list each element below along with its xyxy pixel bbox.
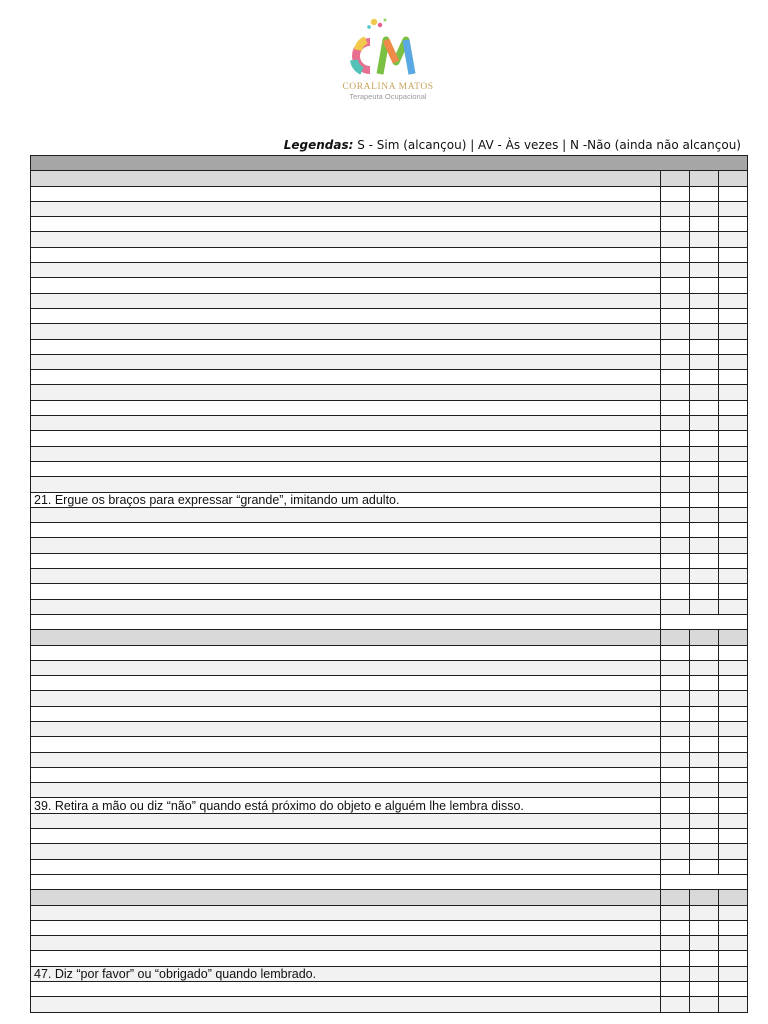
answer-cell-av[interactable] — [690, 599, 719, 614]
item-text — [31, 920, 661, 935]
answer-cell-n[interactable] — [719, 829, 748, 844]
answer-cell-s — [661, 890, 690, 905]
answer-cell-n[interactable] — [719, 905, 748, 920]
answer-cell-av[interactable] — [690, 829, 719, 844]
answer-cell-n[interactable] — [719, 324, 748, 339]
item-text — [31, 477, 661, 492]
checklist-row — [31, 737, 748, 752]
checklist-row — [31, 844, 748, 859]
answer-cell-av[interactable] — [690, 217, 719, 232]
checklist-row — [31, 247, 748, 262]
answer-cell-n[interactable] — [719, 920, 748, 935]
answer-cell-av[interactable] — [690, 370, 719, 385]
answer-cell-n[interactable] — [719, 966, 748, 981]
answer-cell-n[interactable] — [719, 308, 748, 323]
checklist-row — [31, 217, 748, 232]
answer-cell-n[interactable] — [719, 217, 748, 232]
item-text — [31, 905, 661, 920]
checklist-row — [31, 370, 748, 385]
item-text — [31, 599, 661, 614]
answer-cell-s[interactable] — [661, 844, 690, 859]
checklist-row — [31, 599, 748, 614]
answer-cell-n[interactable] — [719, 982, 748, 997]
answer-cell-s[interactable] — [661, 829, 690, 844]
answer-cell-s[interactable] — [661, 431, 690, 446]
answer-cell-n[interactable] — [719, 599, 748, 614]
answer-cell-s[interactable] — [661, 783, 690, 798]
answer-cell-av[interactable] — [690, 737, 719, 752]
answer-cell-av — [690, 630, 719, 645]
answer-cell-av[interactable] — [690, 798, 719, 813]
section-band-cell — [31, 156, 748, 171]
answer-cell-s[interactable] — [661, 416, 690, 431]
answer-cell-n[interactable] — [719, 798, 748, 813]
item-text — [31, 813, 661, 828]
item-text — [31, 201, 661, 216]
checklist-row — [31, 798, 748, 813]
answer-cell-n[interactable] — [719, 431, 748, 446]
item-text — [31, 416, 661, 431]
answer-cell-n[interactable] — [719, 737, 748, 752]
answer-cell-av[interactable] — [690, 813, 719, 828]
item-text — [31, 936, 661, 951]
answer-cell-n[interactable] — [719, 247, 748, 262]
answer-cell-n[interactable] — [719, 859, 748, 874]
answer-cell-av[interactable] — [690, 446, 719, 461]
checklist-row — [31, 951, 748, 966]
answer-cell-n[interactable] — [719, 660, 748, 675]
answer-cell-av[interactable] — [690, 308, 719, 323]
checklist-row — [31, 569, 748, 584]
checklist-row — [31, 431, 748, 446]
answer-cell-s[interactable] — [661, 385, 690, 400]
item-text — [31, 232, 661, 247]
answer-cell-n[interactable] — [719, 569, 748, 584]
item-text — [31, 997, 661, 1012]
checklist-row — [31, 201, 748, 216]
answer-cell-av[interactable] — [690, 201, 719, 216]
answer-cell-s[interactable] — [661, 247, 690, 262]
answer-cell-av[interactable] — [690, 997, 719, 1012]
answer-cell-s[interactable] — [661, 676, 690, 691]
answer-cell-av — [690, 890, 719, 905]
checklist-row — [31, 982, 748, 997]
answer-cell-av[interactable] — [690, 982, 719, 997]
checklist-row — [31, 997, 748, 1012]
item-text — [31, 584, 661, 599]
answer-cell-s[interactable] — [661, 354, 690, 369]
checklist-row — [31, 966, 748, 981]
section-band — [31, 156, 748, 171]
checklist-row — [31, 278, 748, 293]
section-spacer-row — [31, 614, 748, 629]
checklist-row — [31, 324, 748, 339]
checklist-row — [31, 400, 748, 415]
item-text — [31, 171, 661, 186]
answer-cell-n[interactable] — [719, 553, 748, 568]
item-text — [31, 278, 661, 293]
answer-cell-av[interactable] — [690, 859, 719, 874]
answer-cell-n — [719, 630, 748, 645]
answer-cell-s[interactable] — [661, 507, 690, 522]
answer-cell-s[interactable] — [661, 400, 690, 415]
answer-cell-s[interactable] — [661, 859, 690, 874]
answer-cell-av[interactable] — [690, 293, 719, 308]
answer-cell-s[interactable] — [661, 645, 690, 660]
checklist-row — [31, 905, 748, 920]
answer-cell-av[interactable] — [690, 431, 719, 446]
answer-cell-s — [661, 630, 690, 645]
item-text: 21. Ergue os braços para expressar “grande”, imitando um adulto. — [31, 492, 661, 507]
answer-cell-s[interactable] — [661, 523, 690, 538]
answer-cell-s[interactable] — [661, 798, 690, 813]
answer-cell-av[interactable] — [690, 278, 719, 293]
checklist-row — [31, 446, 748, 461]
item-text — [31, 400, 661, 415]
spacer-cell — [661, 614, 748, 629]
answer-cell-n[interactable] — [719, 691, 748, 706]
item-text — [31, 186, 661, 201]
answer-cell-n[interactable] — [719, 201, 748, 216]
checklist-row — [31, 645, 748, 660]
item-text — [31, 645, 661, 660]
answer-cell-av[interactable] — [690, 339, 719, 354]
answer-cell-s[interactable] — [661, 370, 690, 385]
answer-cell-n[interactable] — [719, 446, 748, 461]
answer-cell-n[interactable] — [719, 461, 748, 476]
answer-cell-n[interactable] — [719, 951, 748, 966]
answer-cell-av[interactable] — [690, 186, 719, 201]
svg-text:CM: CM — [336, 3, 361, 20]
checklist-row — [31, 416, 748, 431]
item-text — [31, 354, 661, 369]
item-text — [31, 569, 661, 584]
section-header-row — [31, 171, 748, 186]
item-text — [31, 752, 661, 767]
item-text — [31, 660, 661, 675]
answer-cell-n[interactable] — [719, 767, 748, 782]
item-text — [31, 553, 661, 568]
answer-cell-n[interactable] — [719, 584, 748, 599]
answer-cell-s[interactable] — [661, 920, 690, 935]
checklist-row — [31, 920, 748, 935]
answer-cell-n[interactable] — [719, 370, 748, 385]
answer-cell-n[interactable] — [719, 844, 748, 859]
checklist-row — [31, 538, 748, 553]
item-text — [31, 890, 661, 905]
checklist-row — [31, 767, 748, 782]
answer-cell-av[interactable] — [690, 936, 719, 951]
checklist-row — [31, 829, 748, 844]
checklist-row — [31, 584, 748, 599]
answer-cell-s[interactable] — [661, 660, 690, 675]
answer-cell-av[interactable] — [690, 477, 719, 492]
answer-cell-av[interactable] — [690, 691, 719, 706]
item-text — [31, 676, 661, 691]
answer-cell-n[interactable] — [719, 186, 748, 201]
item-text — [31, 737, 661, 752]
answer-cell-av[interactable] — [690, 492, 719, 507]
answer-cell-s[interactable] — [661, 492, 690, 507]
brand-subtitle: Terapeuta Ocupacional — [349, 92, 427, 101]
answer-cell-av[interactable] — [690, 553, 719, 568]
checklist-row — [31, 293, 748, 308]
answer-cell-n[interactable] — [719, 385, 748, 400]
spacer-cell — [661, 874, 748, 889]
checklist-table — [30, 155, 748, 1013]
checklist-row — [31, 507, 748, 522]
answer-cell-s[interactable] — [661, 201, 690, 216]
answer-cell-n[interactable] — [719, 813, 748, 828]
answer-cell-av[interactable] — [690, 752, 719, 767]
checklist-row — [31, 706, 748, 721]
answer-cell-av[interactable] — [690, 706, 719, 721]
answer-cell-s[interactable] — [661, 553, 690, 568]
answer-cell-n[interactable] — [719, 293, 748, 308]
answer-cell-av[interactable] — [690, 844, 719, 859]
answer-cell-n[interactable] — [719, 354, 748, 369]
checklist-row — [31, 553, 748, 568]
answer-cell-s[interactable] — [661, 982, 690, 997]
answer-cell-s[interactable] — [661, 217, 690, 232]
item-text — [31, 308, 661, 323]
answer-cell-av[interactable] — [690, 400, 719, 415]
answer-cell-av[interactable] — [690, 263, 719, 278]
answer-cell-s[interactable] — [661, 461, 690, 476]
checklist-row — [31, 461, 748, 476]
answer-cell-n[interactable] — [719, 752, 748, 767]
item-text — [31, 706, 661, 721]
answer-cell-n[interactable] — [719, 783, 748, 798]
checklist-row — [31, 813, 748, 828]
item-text — [31, 982, 661, 997]
item-text: 39. Retira a mão ou diz “não” quando está próximo do objeto e alguém lhe lembra disso. — [31, 798, 661, 813]
answer-cell-s[interactable] — [661, 813, 690, 828]
answer-cell-av[interactable] — [690, 523, 719, 538]
item-text — [31, 767, 661, 782]
answer-cell-n[interactable] — [719, 232, 748, 247]
legend-text: S - Sim (alcançou) | AV - Às vezes | N -Não (ainda não alcançou) — [353, 138, 741, 152]
answer-cell-n[interactable] — [719, 997, 748, 1012]
checklist-row — [31, 936, 748, 951]
answer-cell-s[interactable] — [661, 936, 690, 951]
spacer-cell — [31, 614, 661, 629]
section-header-row — [31, 630, 748, 645]
answer-cell-n — [719, 171, 748, 186]
answer-cell-av[interactable] — [690, 416, 719, 431]
answer-cell-n[interactable] — [719, 263, 748, 278]
answer-cell-s[interactable] — [661, 966, 690, 981]
answer-cell-av[interactable] — [690, 676, 719, 691]
checklist-row — [31, 354, 748, 369]
answer-cell-av — [690, 171, 719, 186]
cm-monogram-logo — [336, 3, 440, 82]
item-text — [31, 538, 661, 553]
checklist-row — [31, 308, 748, 323]
legend — [284, 138, 741, 152]
item-text — [31, 263, 661, 278]
answer-cell-s[interactable] — [661, 232, 690, 247]
answer-cell-s[interactable] — [661, 997, 690, 1012]
answer-cell-av[interactable] — [690, 645, 719, 660]
answer-cell-n[interactable] — [719, 507, 748, 522]
item-text — [31, 507, 661, 522]
answer-cell-n[interactable] — [719, 416, 748, 431]
answer-cell-n[interactable] — [719, 936, 748, 951]
answer-cell-av[interactable] — [690, 507, 719, 522]
answer-cell-s[interactable] — [661, 706, 690, 721]
answer-cell-av[interactable] — [690, 232, 719, 247]
answer-cell-s[interactable] — [661, 691, 690, 706]
answer-cell-av[interactable] — [690, 461, 719, 476]
item-text — [31, 829, 661, 844]
answer-cell-s[interactable] — [661, 905, 690, 920]
checklist-row — [31, 523, 748, 538]
answer-cell-n[interactable] — [719, 706, 748, 721]
answer-cell-av[interactable] — [690, 920, 719, 935]
answer-cell-av[interactable] — [690, 767, 719, 782]
answer-cell-s[interactable] — [661, 186, 690, 201]
item-text — [31, 691, 661, 706]
checklist-row — [31, 691, 748, 706]
answer-cell-s — [661, 171, 690, 186]
item-text — [31, 385, 661, 400]
brand-name: CORALINA MATOS — [342, 82, 434, 92]
spacer-cell — [31, 874, 661, 889]
item-text — [31, 523, 661, 538]
item-text — [31, 324, 661, 339]
answer-cell-s[interactable] — [661, 599, 690, 614]
item-text — [31, 721, 661, 736]
item-text: 47. Diz “por favor” ou “obrigado” quando lembrado. — [31, 966, 661, 981]
answer-cell-n[interactable] — [719, 538, 748, 553]
checklist-row — [31, 232, 748, 247]
item-text — [31, 783, 661, 798]
checklist-row — [31, 492, 748, 507]
checklist-row — [31, 752, 748, 767]
answer-cell-s[interactable] — [661, 752, 690, 767]
answer-cell-av[interactable] — [690, 783, 719, 798]
answer-cell-n[interactable] — [719, 477, 748, 492]
answer-cell-s[interactable] — [661, 308, 690, 323]
answer-cell-s[interactable] — [661, 293, 690, 308]
answer-cell-s[interactable] — [661, 446, 690, 461]
answer-cell-s[interactable] — [661, 737, 690, 752]
answer-cell-av[interactable] — [690, 660, 719, 675]
answer-cell-n[interactable] — [719, 400, 748, 415]
answer-cell-s[interactable] — [661, 951, 690, 966]
answer-cell-av[interactable] — [690, 354, 719, 369]
answer-cell-n[interactable] — [719, 676, 748, 691]
answer-cell-s[interactable] — [661, 324, 690, 339]
item-text — [31, 247, 661, 262]
item-text — [31, 844, 661, 859]
checklist-row — [31, 721, 748, 736]
answer-cell-s[interactable] — [661, 278, 690, 293]
answer-cell-n[interactable] — [719, 492, 748, 507]
checklist-row — [31, 660, 748, 675]
section-spacer-row — [31, 874, 748, 889]
answer-cell-av[interactable] — [690, 324, 719, 339]
answer-cell-av[interactable] — [690, 569, 719, 584]
checklist-row — [31, 385, 748, 400]
checklist-row — [31, 783, 748, 798]
item-text — [31, 217, 661, 232]
answer-cell-s[interactable] — [661, 767, 690, 782]
legend-label: Legendas: — [283, 138, 354, 152]
checklist-row — [31, 263, 748, 278]
item-text — [31, 431, 661, 446]
item-text — [31, 293, 661, 308]
item-text — [31, 370, 661, 385]
checklist-row — [31, 859, 748, 874]
section-header-row — [31, 890, 748, 905]
answer-cell-av[interactable] — [690, 905, 719, 920]
answer-cell-av[interactable] — [690, 385, 719, 400]
checklist-row — [31, 477, 748, 492]
answer-cell-n[interactable] — [719, 339, 748, 354]
item-text — [31, 951, 661, 966]
answer-cell-s[interactable] — [661, 721, 690, 736]
checklist-row — [31, 186, 748, 201]
item-text — [31, 461, 661, 476]
answer-cell-av[interactable] — [690, 584, 719, 599]
item-text — [31, 859, 661, 874]
answer-cell-n[interactable] — [719, 523, 748, 538]
answer-cell-s[interactable] — [661, 477, 690, 492]
answer-cell-av[interactable] — [690, 538, 719, 553]
answer-cell-av[interactable] — [690, 951, 719, 966]
item-text — [31, 630, 661, 645]
item-text — [31, 339, 661, 354]
answer-cell-n[interactable] — [719, 721, 748, 736]
answer-cell-av[interactable] — [690, 247, 719, 262]
answer-cell-av[interactable] — [690, 966, 719, 981]
checklist-row — [31, 339, 748, 354]
answer-cell-n[interactable] — [719, 645, 748, 660]
answer-cell-n[interactable] — [719, 278, 748, 293]
checklist-row — [31, 676, 748, 691]
answer-cell-s[interactable] — [661, 569, 690, 584]
answer-cell-n — [719, 890, 748, 905]
item-text — [31, 446, 661, 461]
answer-cell-s[interactable] — [661, 339, 690, 354]
answer-cell-s[interactable] — [661, 538, 690, 553]
answer-cell-s[interactable] — [661, 584, 690, 599]
answer-cell-av[interactable] — [690, 721, 719, 736]
answer-cell-s[interactable] — [661, 263, 690, 278]
